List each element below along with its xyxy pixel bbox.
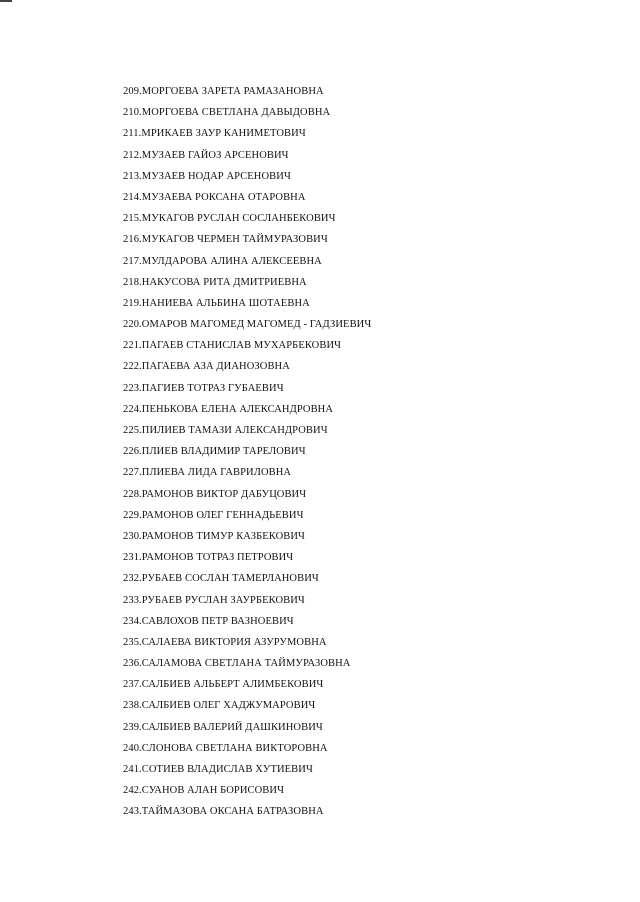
list-item: 243.ТАЙМАЗОВА ОКСАНА БАТРАЗОВНА <box>123 806 324 818</box>
list-item: 227.ПЛИЕВА ЛИДА ГАВРИЛОВНА <box>123 467 292 479</box>
list-item: 241.СОТИЕВ ВЛАДИСЛАВ ХУТИЕВИЧ <box>123 764 313 775</box>
list-item: 224.ПЕНЬКОВА ЕЛЕНА АЛЕКСАНДРОВНА <box>123 403 334 415</box>
list-item: 217.МУЛДАРОВА АЛИНА АЛЕКСЕЕВНА <box>123 255 322 267</box>
list-item: 223.ПАГИЕВ ТОТРАЗ ГУБАЕВИЧ <box>123 382 284 394</box>
list-item: 211.МРИКАЕВ ЗАУР КАНИМЕТОВИЧ <box>123 128 306 140</box>
list-item: 234.САВЛОХОВ ПЕТР ВАЗНОЕВИЧ <box>123 615 294 627</box>
name-list <box>123 85 371 827</box>
list-item: 221.ПАГАЕВ СТАНИСЛАВ МУХАРБЕКОВИЧ <box>123 340 342 352</box>
list-item: 232.РУБАЕВ СОСЛАН ТАМЕРЛАНОВИЧ <box>123 573 319 585</box>
list-item: 238.САЛБИЕВ ОЛЕГ ХАДЖУМАРОВИЧ <box>123 700 316 712</box>
list-item: 214.МУЗАЕВА РОКСАНА ОТАРОВНА <box>123 191 306 203</box>
list-item: 218.НАКУСОВА РИТА ДМИТРИЕВНА <box>123 276 307 288</box>
list-item: 240.СЛОНОВА СВЕТЛАНА ВИКТОРОВНА <box>123 742 328 754</box>
list-item: 237.САЛБИЕВ АЛЬБЕРТ АЛИМБЕКОВИЧ <box>123 679 324 691</box>
list-item: 239.САЛБИЕВ ВАЛЕРИЙ ДАШКИНОВИЧ <box>123 721 323 733</box>
list-item: 219.НАНИЕВА АЛЬБИНА ШОТАЕВНА <box>123 297 310 309</box>
list-item: 212.МУЗАЕВ ГАЙОЗ АРСЕНОВИЧ <box>123 149 289 161</box>
list-item: 231.РАМОНОВ ТОТРАЗ ПЕТРОВИЧ <box>123 552 294 564</box>
list-item: 226.ПЛИЕВ ВЛАДИМИР ТАРЕЛОВИЧ <box>123 446 306 458</box>
list-item: 216.МУКАГОВ ЧЕРМЕН ТАЙМУРАЗОВИЧ <box>123 234 328 246</box>
list-item: 220.ОМАРОВ МАГОМЕД МАГОМЕД - ГАДЗИЕВИЧ <box>123 319 372 331</box>
list-item: 228.РАМОНОВ ВИКТОР ДАБУЦОВИЧ <box>123 488 307 500</box>
list-item: 209.МОРГОЕВА ЗАРЕТА РАМАЗАНОВНА <box>123 86 324 97</box>
list-item: 213.МУЗАЕВ НОДАР АРСЕНОВИЧ <box>123 170 291 182</box>
list-item: 230.РАМОНОВ ТИМУР КАЗБЕКОВИЧ <box>123 530 305 542</box>
list-item: 225.ПИЛИЕВ ТАМАЗИ АЛЕКСАНДРОВИЧ <box>123 425 328 436</box>
list-item: 222.ПАГАЕВА АЗА ДИАНОЗОВНА <box>123 361 290 373</box>
list-item: 210.МОРГОЕВА СВЕТЛАНА ДАВЫДОВНА <box>123 107 331 119</box>
list-item: 233.РУБАЕВ РУСЛАН ЗАУРБЕКОВИЧ <box>123 594 305 606</box>
list-item: 229.РАМОНОВ ОЛЕГ ГЕННАДЬЕВИЧ <box>123 509 304 521</box>
scan-corner-mark <box>0 0 12 2</box>
list-item: 215.МУКАГОВ РУСЛАН СОСЛАНБЕКОВИЧ <box>123 213 336 225</box>
list-item: 242.СУАНОВ АЛАН БОРИСОВИЧ <box>123 785 284 797</box>
list-item: 236.САЛАМОВА СВЕТЛАНА ТАЙМУРАЗОВНА <box>123 658 351 670</box>
list-item: 235.САЛАЕВА ВИКТОРИЯ АЗУРУМОВНА <box>123 636 327 648</box>
